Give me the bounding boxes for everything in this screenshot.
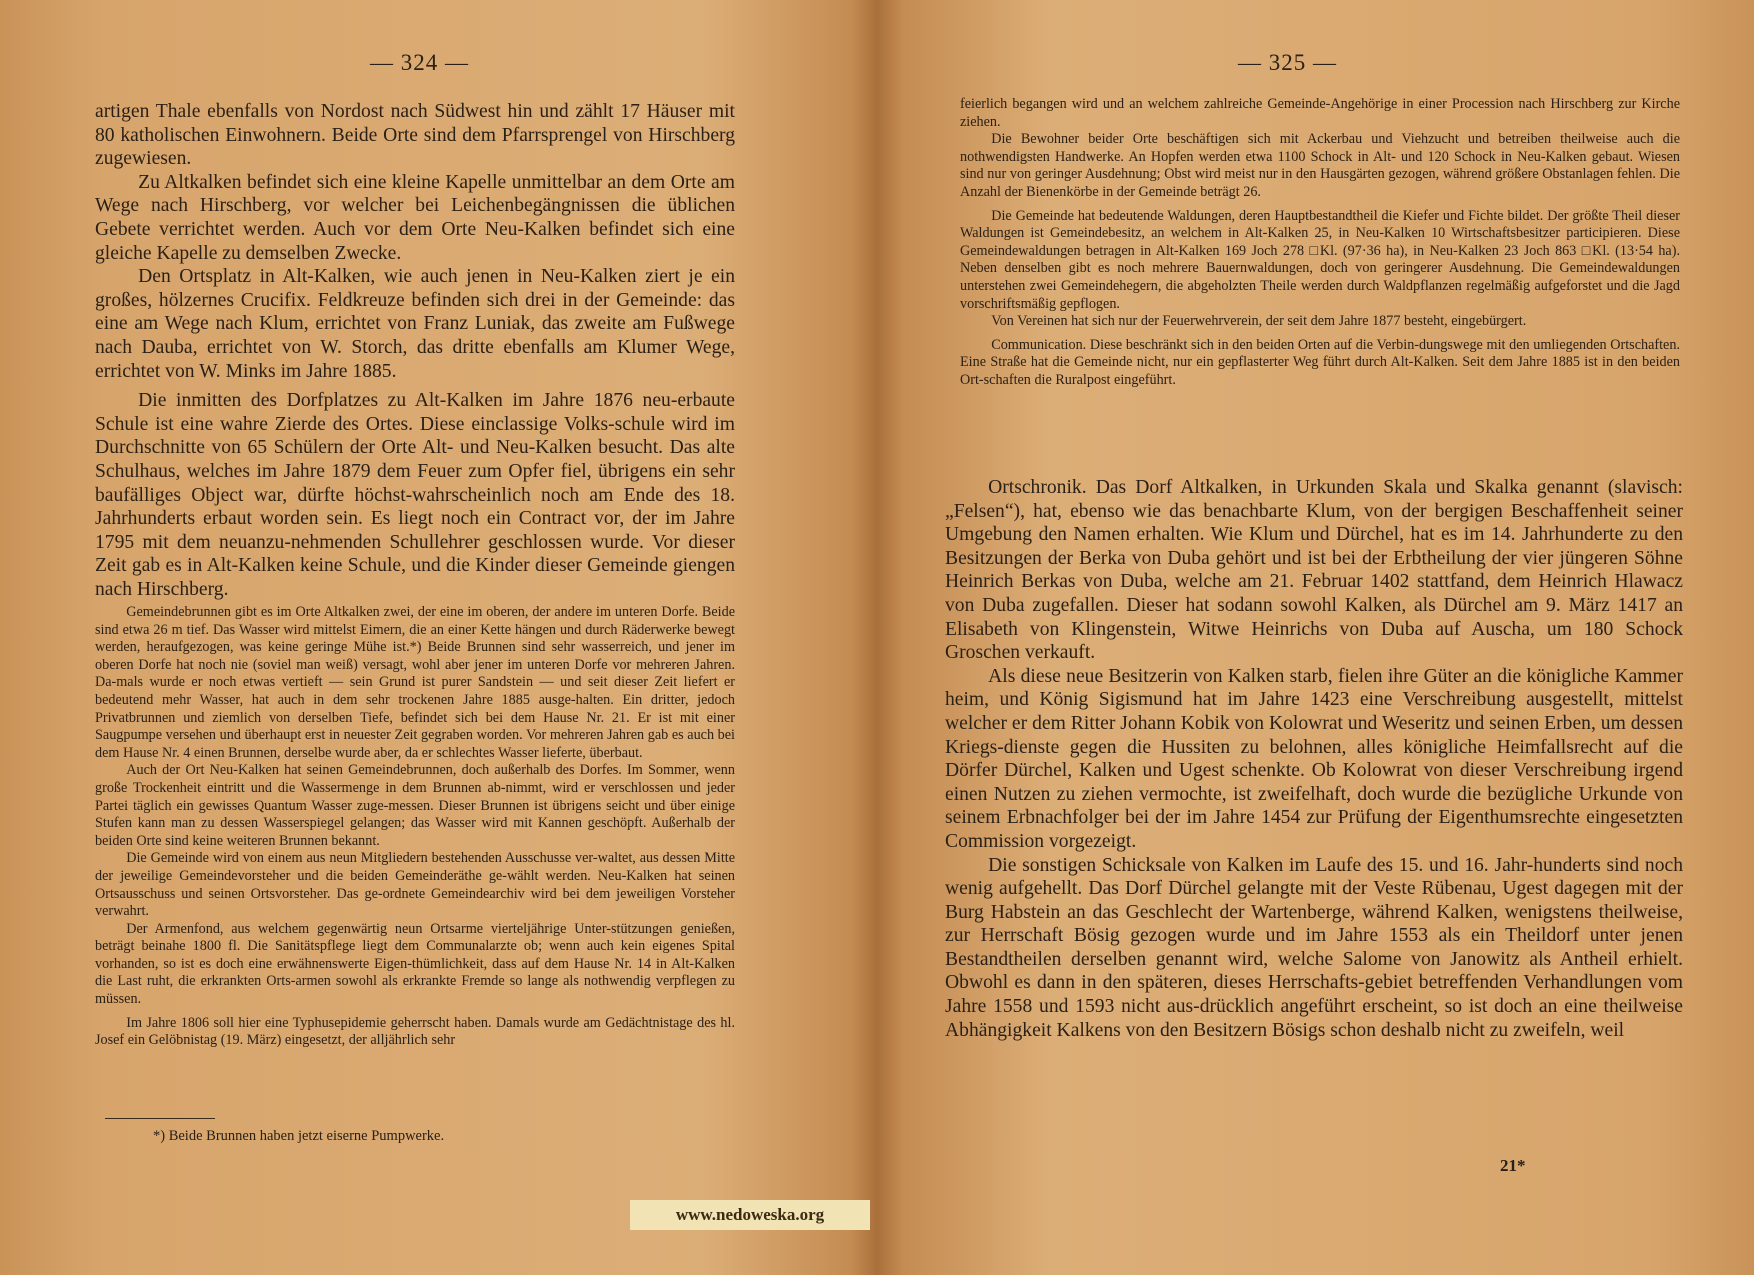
main-text-block [945,476,1683,1042]
paragraph: Von Vereinen hat sich nur der Feuerwehrverein, der seit dem Jahre 1877 besteht, eingebürgert. [991,313,1527,330]
paragraph: Die Bewohner beider Orte beschäftigen sich mit Ackerbau und Viehzucht und betreiben theilweise auch die nothwendigsten Handwerke. An Hopfen werden etwa 1100 Schock in Alt- und 120 Schock in Neu-Kalken gebaut. Wiesen sind nur von geringer Ausdehnung; Obst wird meist nur in den Hausgärten gezogen, während größere Obstanlagen fehlen. Die Anzahl der Bienenkörbe in der Gemeinde beträgt 26. [960,131,1680,200]
paragraph: Die Gemeinde wird von einem aus neun Mitgliedern bestehenden Ausschusse ver-waltet, aus dessen Mitte der jeweilige Gemeindevorsteher und die beiden Gemeinderäthe ge-wählt werden. Neu-Kalken hat seinen Ortsausschuss und seinen Ortsvorsteher. Das ge-ordnete Gemeindearchiv wird bei dem jeweiligen Vorsteher verwahrt. [95,850,735,920]
paragraph: artigen Thale ebenfalls von Nordost nach Südwest hin und zählt 17 Häuser mit 80 katholischen Einwohnern. Beide Orte sind dem Pfarrsprengel von Hirschberg zugewiesen. [95,101,735,170]
paragraph: Ortschronik. Das Dorf Altkalken, in Urkunden Skala und Skalka genannt (slavisch: „Felsen“), hat, ebenso wie das benachbarte Klum, von der bergigen Beschaffenheit seiner Umgebung den Namen erhalten. Wie Klum und Dürchel, hat es im 14. Jahrhunderte zu den Besitzungen der Berka von Duba gehört und ist bei der Erbtheilung der vier jüngeren Söhne Heinrich Berkas von Duba, welche am 21. Februar 1402 stattfand, dem Heinrich Hlawacz von Duba zugefallen. Dieser hat sodann sowohl Kalken, als Dürchel am 9. März 1417 an Elisabeth von Klingenstein, Witwe Heinrichs von Duba auf Auscha, um 180 Schock Groschen verkauft. [945,477,1683,664]
paragraph: Der Armenfond, aus welchem gegenwärtig neun Ortsarme vierteljährige Unter-stützungen genießen, beträgt beinahe 1800 fl. Die Sanitätspflege liegt dem Communalarzte ob; wenn auch kein eigenes Spital vorhanden, so ist es doch eine erwähnenswerte Eigen-thümlichkeit, dass auf dem Hause Nr. 14 in Alt-Kalken die Last ruht, die erkrankten Orts-armen sowohl als erkrankte Fremde so lange als nothwendig verpflegen zu müssen. [95,920,735,1008]
page-number: — 324 — [370,50,469,75]
watermark-label: www.nedoweska.org [630,1200,870,1230]
paragraph: Communication. Diese beschränkt sich in den beiden Orten auf die Verbin-dungswege mit den umliegenden Ortschaften. Eine Straße hat die Gemeinde nicht, nur ein gepflasterter Weg führt durch Alt-Kalken. Seit dem Jahre 1885 ist in den beiden Ort-schaften die Ruralpost eingeführt. [960,336,1680,388]
footnote: *) Beide Brunnen haben jetzt eiserne Pumpwerke. [153,1128,445,1144]
paragraph: Als diese neue Besitzerin von Kalken starb, fielen ihre Güter an die königliche Kammer heim, und König Sigismund hat im Jahre 1423 eine Verschreibung ausgestellt, mittelst welcher er dem Ritter Johann Kobik von Kolowrat und Weseritz und seinen Erben, um dessen Kriegs-dienste gegen die Hussiten zu belohnen, alles königliche Heimfallsrecht auf die Dörfer Dürchel, Kalken und Ugest schenkte. Ob Kolowrat von dieser Verschreibung irgend einen Nutzen zu ziehen vermochte, ist zweifelhaft, doch wurde die bezügliche Urkunde von seinem Erbnachfolger bei der im Jahre 1454 zur Prüfung der Eigenthumsrechte eingesetzten Commission vorgezeigt. [945,665,1683,852]
paragraph: Im Jahre 1806 soll hier eine Typhusepidemie geherrscht haben. Damals wurde am Gedächtnistage des hl. Josef ein Gelöbnistag (19. März) eingesetzt, der alljährlich sehr [95,1014,735,1049]
paragraph: Zu Altkalken befindet sich eine kleine Kapelle unmittelbar an dem Orte am Wege nach Hirschberg, vor welcher bei Leichenbegängnissen die üblichen Gebete verrichtet werden. Auch vor dem Orte Neu-Kalken befindet sich eine gleiche Kapelle zu demselben Zwecke. [95,171,735,264]
paragraph: Die inmitten des Dorfplatzes zu Alt-Kalken im Jahre 1876 neu-erbaute Schule ist eine wahre Zierde des Ortes. Diese einclassige Volks-schule wird im Durchschnitte von 65 Schülern der Orte Alt- und Neu-Kalken besucht. Das alte Schulhaus, welches im Jahre 1879 dem Feuer zum Opfer fiel, übrigens ein sehr baufälliges Object war, dürfte höchst-wahrscheinlich noch am Ende des 18. Jahrhunderts erbaut worden sein. Es liegt noch ein Contract vor, der im Jahre 1795 mit dem neuanzu-nehmenden Schullehrer geschlossen wurde. Vor dieser Zeit gab es in Alt-Kalken keine Schule, und die Kinder dieser Gemeinde giengen nach Hirschberg. [95,390,735,600]
paragraph: Gemeindebrunnen gibt es im Orte Altkalken zwei, der eine im oberen, der andere im unteren Dorfe. Beide sind etwa 26 m tief. Das Wasser wird mittelst Eimern, die an einer Kette hängen und durch Räderwerke bewegt werden, heraufgezogen, was keine geringe Mühe ist.*) Beide Brunnen sind sehr wasserreich, und jener im oberen Dorfe hat noch nie (soviel man weiß) versagt, wohl aber jener im unteren Dorfe vor mehreren Jahren. Da-mals wurde er noch etwas vertieft — sein Grund ist purer Sandstein — und seit dieser Zeit liefert er bedeutend mehr Wasser, hat auch in dem sehr trockenen Jahre 1885 ausge-halten. Ein dritter, jedoch Privatbrunnen und ziemlich von derselben Tiefe, befindet sich bei dem Hause Nr. 21. Er ist mit einer Saugpumpe versehen und überhaupt erst in neuester Zeit gegraben worden. Vor mehreren Jahren gab es auch bei dem Hause Nr. 4 einen Brunnen, derselbe wurde aber, da er schlechtes Wasser lieferte, überbaut. [95,604,735,761]
signature-mark: 21* [1500,1156,1526,1175]
paragraph: Auch der Ort Neu-Kalken hat seinen Gemeindebrunnen, doch außerhalb des Dorfes. Im Sommer, wenn große Trockenheit eintritt und die Wassermenge in dem Brunnen ab-nimmt, wird er verschlossen und jeder Partei täglich ein gewisses Quantum Wasser zuge-messen. Dieser Brunnen ist übrigens seicht und über einige Stufen kann man zu dessen Wasserspiegel gelangen; das Wasser wird mit Kannen geschöpft. Außerhalb der beiden Orte sind keine weiteren Brunnen bekannt. [95,762,735,849]
small-text-block [95,604,735,1050]
paragraph: Den Ortsplatz in Alt-Kalken, wie auch jenen in Neu-Kalken ziert je ein großes, hölzernes Crucifix. Feldkreuze befinden sich drei in der Gemeinde: das eine am Wege nach Klum, errichtet von Franz Luniak, das zweite am Fußwege nach Dauba, errichtet von W. Storch, das dritte ebenfalls am Klumer Wege, errichtet von W. Minks im Jahre 1885. [95,266,735,382]
right-page [870,0,1754,1275]
paragraph: feierlich begangen wird und an welchem zahlreiche Gemeinde-Angehörige in einer Procession nach Hirschberg zur Kirche ziehen. [960,96,1680,130]
paragraph: Die Gemeinde hat bedeutende Waldungen, deren Hauptbestandtheil die Kiefer und Fichte bildet. Der größte Theil dieser Waldungen ist Gemeindebesitz, an welchem in Alt-Kalken 25, in Neu-Kalken 10 Wirtschaftsbesitzer participieren. Diese Gemeindewaldungen betragen in Alt-Kalken 169 Joch 278 □Kl. (97·36 ha), in Neu-Kalken 23 Joch 863 □Kl. (13·54 ha). Neben denselben gibt es noch mehrere Bauernwaldungen, doch von geringerer Ausdehnung. Die Gemeindewaldungen unterstehen zwei Gemeindehegern, die abgeholzten Theile werden durch Waldpflanzen regelmäßig aufgeforstet und die Jagd vorschriftsmäßig gepflogen. [960,207,1680,312]
page-number: — 325 — [1238,50,1337,75]
footnote-rule [105,1118,215,1119]
paragraph: Die sonstigen Schicksale von Kalken im Laufe des 15. und 16. Jahr-hunderts sind noch wenig aufgehellt. Das Dorf Dürchel gelangte mit der Veste Rübenau, Ugest dagegen mit der Burg Habstein an das Geschlecht der Wartenberge, während Kalken, wenigstens theilweise, zur Herrschaft Bösig gezogen wurde und im Jahre 1553 als ein Theildorf unter jenen Bestandtheilen derselben genannt wird, welche Salome von Janowitz als Antheil erhielt. Obwohl es dann in den späteren, dieses Herrschafts-gebiet betreffenden Verhandlungen vom Jahre 1558 und 1593 nicht aus-drücklich angeführt erscheint, so ist doch an eine theilweise Abhängigkeit Kalkens von den Besitzern Bösigs schon deshalb nicht zu zweifeln, weil [945,854,1683,1041]
small-text-block [960,96,1680,390]
main-text-block [95,100,735,601]
left-page [0,0,830,1275]
